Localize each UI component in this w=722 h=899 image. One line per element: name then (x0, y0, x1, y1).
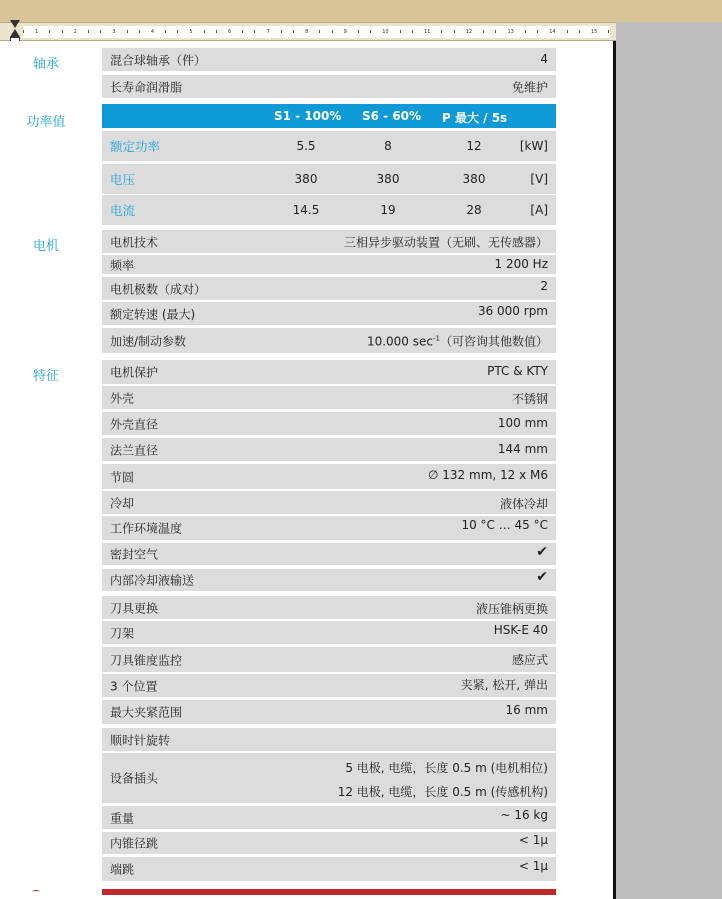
ruler-number: 15 (590, 29, 598, 35)
spec-row (102, 569, 556, 591)
spec-value: ∅ 132 mm, 12 x M6 (428, 468, 548, 482)
ruler-number: 7 (266, 29, 270, 35)
spec-row (102, 700, 556, 724)
spec-value: 16 mm (505, 703, 548, 717)
spec-row (102, 674, 556, 697)
spec-label: 密封空气 (110, 547, 159, 562)
spec-row (102, 832, 556, 854)
spec-label: 混合球轴承（件） (110, 53, 207, 67)
header-s6: S6 - 60% (362, 109, 422, 123)
power-table-header (102, 104, 556, 128)
spec-row (102, 412, 556, 435)
spec-value: 100 mm (497, 416, 548, 430)
spec-value: 感应式 (511, 653, 548, 667)
spec-label: 额定转速 (最大) (110, 307, 196, 321)
page-corner-mark (32, 890, 40, 894)
ruler-number: 2 (73, 29, 77, 35)
spec-value: 不锈钢 (511, 392, 548, 406)
value-s6: 19 (380, 203, 396, 217)
spec-label: 刀架 (110, 626, 135, 640)
ruler-number: 11 (423, 29, 431, 35)
check-icon: ✔ (536, 569, 548, 585)
value-s1: 380 (294, 172, 318, 186)
spec-row (102, 75, 556, 98)
spec-label: 刀具锥度监控 (110, 653, 183, 667)
spec-row (102, 491, 556, 514)
check-icon: ✔ (536, 544, 548, 560)
footer-divider (102, 889, 556, 895)
value-pmax: 12 (466, 139, 482, 153)
spec-label: 重量 (110, 811, 135, 825)
power-label: 电流 (110, 203, 136, 218)
spec-row (102, 255, 556, 274)
spec-label: 加速/制动参数 (110, 334, 187, 348)
spec-row (102, 857, 556, 881)
spec-label: 端跳 (110, 862, 135, 877)
spec-label: 设备插头 (110, 771, 159, 786)
section-label-motor: 电机 (32, 239, 59, 254)
header-pmax: P 最大 / 5s (442, 111, 508, 125)
accel-value: 10.000 sec (366, 334, 433, 348)
spec-label: 内部冷却液输送 (110, 573, 195, 588)
value-s1: 5.5 (296, 139, 316, 153)
ruler-ticks (23, 28, 610, 36)
value-s6: 8 (384, 139, 392, 153)
unit: [A] (530, 203, 548, 217)
spec-value: 夹紧, 松开, 弹出 (460, 678, 548, 692)
power-row (102, 164, 556, 194)
section-label-power: 功率值 (26, 115, 66, 130)
unit: [V] (530, 172, 548, 186)
spec-value: 4 (540, 52, 548, 66)
spec-label: 频率 (110, 258, 135, 272)
spec-row (102, 48, 556, 71)
horizontal-ruler[interactable] (0, 22, 616, 41)
spec-label: 外壳直径 (110, 417, 159, 431)
spec-row (102, 302, 556, 325)
spec-label: 顺时针旋转 (110, 733, 171, 747)
spec-label: 3 个位置 (110, 679, 158, 693)
unit: [kW] (519, 139, 548, 153)
spec-row (102, 386, 556, 409)
spec-value: 36 000 rpm (477, 304, 548, 318)
power-row (102, 195, 556, 225)
ruler-number: 10 (382, 29, 389, 35)
spec-row (102, 516, 556, 540)
spec-value: 2 (540, 279, 548, 293)
ruler-number: 13 (507, 29, 514, 35)
power-label: 电压 (110, 172, 136, 187)
spec-row (102, 596, 556, 619)
ruler-number: 5 (189, 29, 193, 35)
spec-value: 144 mm (497, 442, 548, 456)
spec-value: PTC & KTY (487, 364, 548, 378)
spec-row (102, 543, 556, 565)
section-label-bearing: 轴承 (32, 57, 59, 72)
spec-value: < 1µ (518, 833, 548, 847)
ruler-number: 3 (112, 29, 116, 35)
spec-label: 工作环境温度 (110, 521, 183, 536)
spec-label: 长寿命润滑脂 (110, 80, 183, 94)
spec-row (102, 464, 556, 489)
accel-note: （可咨询其他数值） (439, 334, 548, 348)
spec-value-line1: 5 电极, 电缆，长度 0.5 m (电机相位) (345, 761, 548, 775)
spec-value-line2: 12 电极, 电缆，长度 0.5 m (传感机构) (337, 785, 548, 799)
spec-label: 内锥径跳 (110, 836, 159, 851)
spec-value: ~ 16 kg (500, 808, 548, 822)
spec-row (102, 438, 556, 461)
ruler-number: 9 (343, 29, 347, 35)
ruler-number: 14 (549, 29, 556, 35)
spec-row (102, 360, 556, 384)
spec-label: 电机保护 (110, 365, 159, 380)
spec-label: 法兰直径 (110, 443, 159, 457)
spec-value: < 1µ (518, 859, 548, 873)
spec-label: 冷却 (110, 496, 135, 510)
spec-row (102, 621, 556, 644)
value-s1: 14.5 (292, 203, 320, 217)
ruler-number: 6 (227, 29, 232, 35)
spec-value: 10 °C … 45 °C (461, 518, 548, 532)
spec-row (102, 277, 556, 300)
value-pmax: 28 (466, 203, 482, 217)
spec-label: 电机技术 (110, 235, 159, 249)
spec-value: 1 200 Hz (494, 257, 548, 271)
spec-row (102, 328, 556, 353)
ruler-number: 4 (150, 29, 154, 35)
spec-label: 刀具更换 (110, 601, 159, 615)
workspace-background (616, 22, 722, 899)
value-pmax: 380 (462, 172, 486, 186)
spec-row (102, 230, 556, 253)
ruler-number: 8 (305, 29, 309, 35)
spec-label: 节圆 (110, 470, 135, 484)
spec-row (102, 647, 556, 672)
title-bar (0, 0, 722, 22)
accel-exponent: -1 (433, 334, 440, 342)
ruler-number: 1 (35, 29, 39, 35)
spec-value: 免维护 (511, 80, 548, 94)
spec-row (102, 753, 556, 803)
spec-value: 液体冷却 (499, 497, 548, 511)
spec-value: 液压锥柄更换 (475, 602, 548, 616)
spec-value: 三相异步驱动装置（无刷、无传感器） (343, 235, 548, 249)
power-row (102, 131, 556, 161)
header-s1: S1 - 100% (274, 109, 342, 123)
spec-label: 最大夹紧范围 (110, 705, 183, 720)
section-label-features: 特征 (32, 369, 59, 384)
spec-value (367, 332, 548, 349)
spec-label: 电机极数（成对） (110, 282, 207, 296)
spec-row (102, 806, 556, 829)
ruler-number: 12 (465, 29, 473, 35)
value-s6: 380 (376, 172, 400, 186)
power-label: 额定功率 (110, 139, 161, 154)
spec-value: HSK-E 40 (493, 623, 548, 637)
spec-row (102, 728, 556, 751)
spec-label: 外壳 (110, 391, 135, 405)
